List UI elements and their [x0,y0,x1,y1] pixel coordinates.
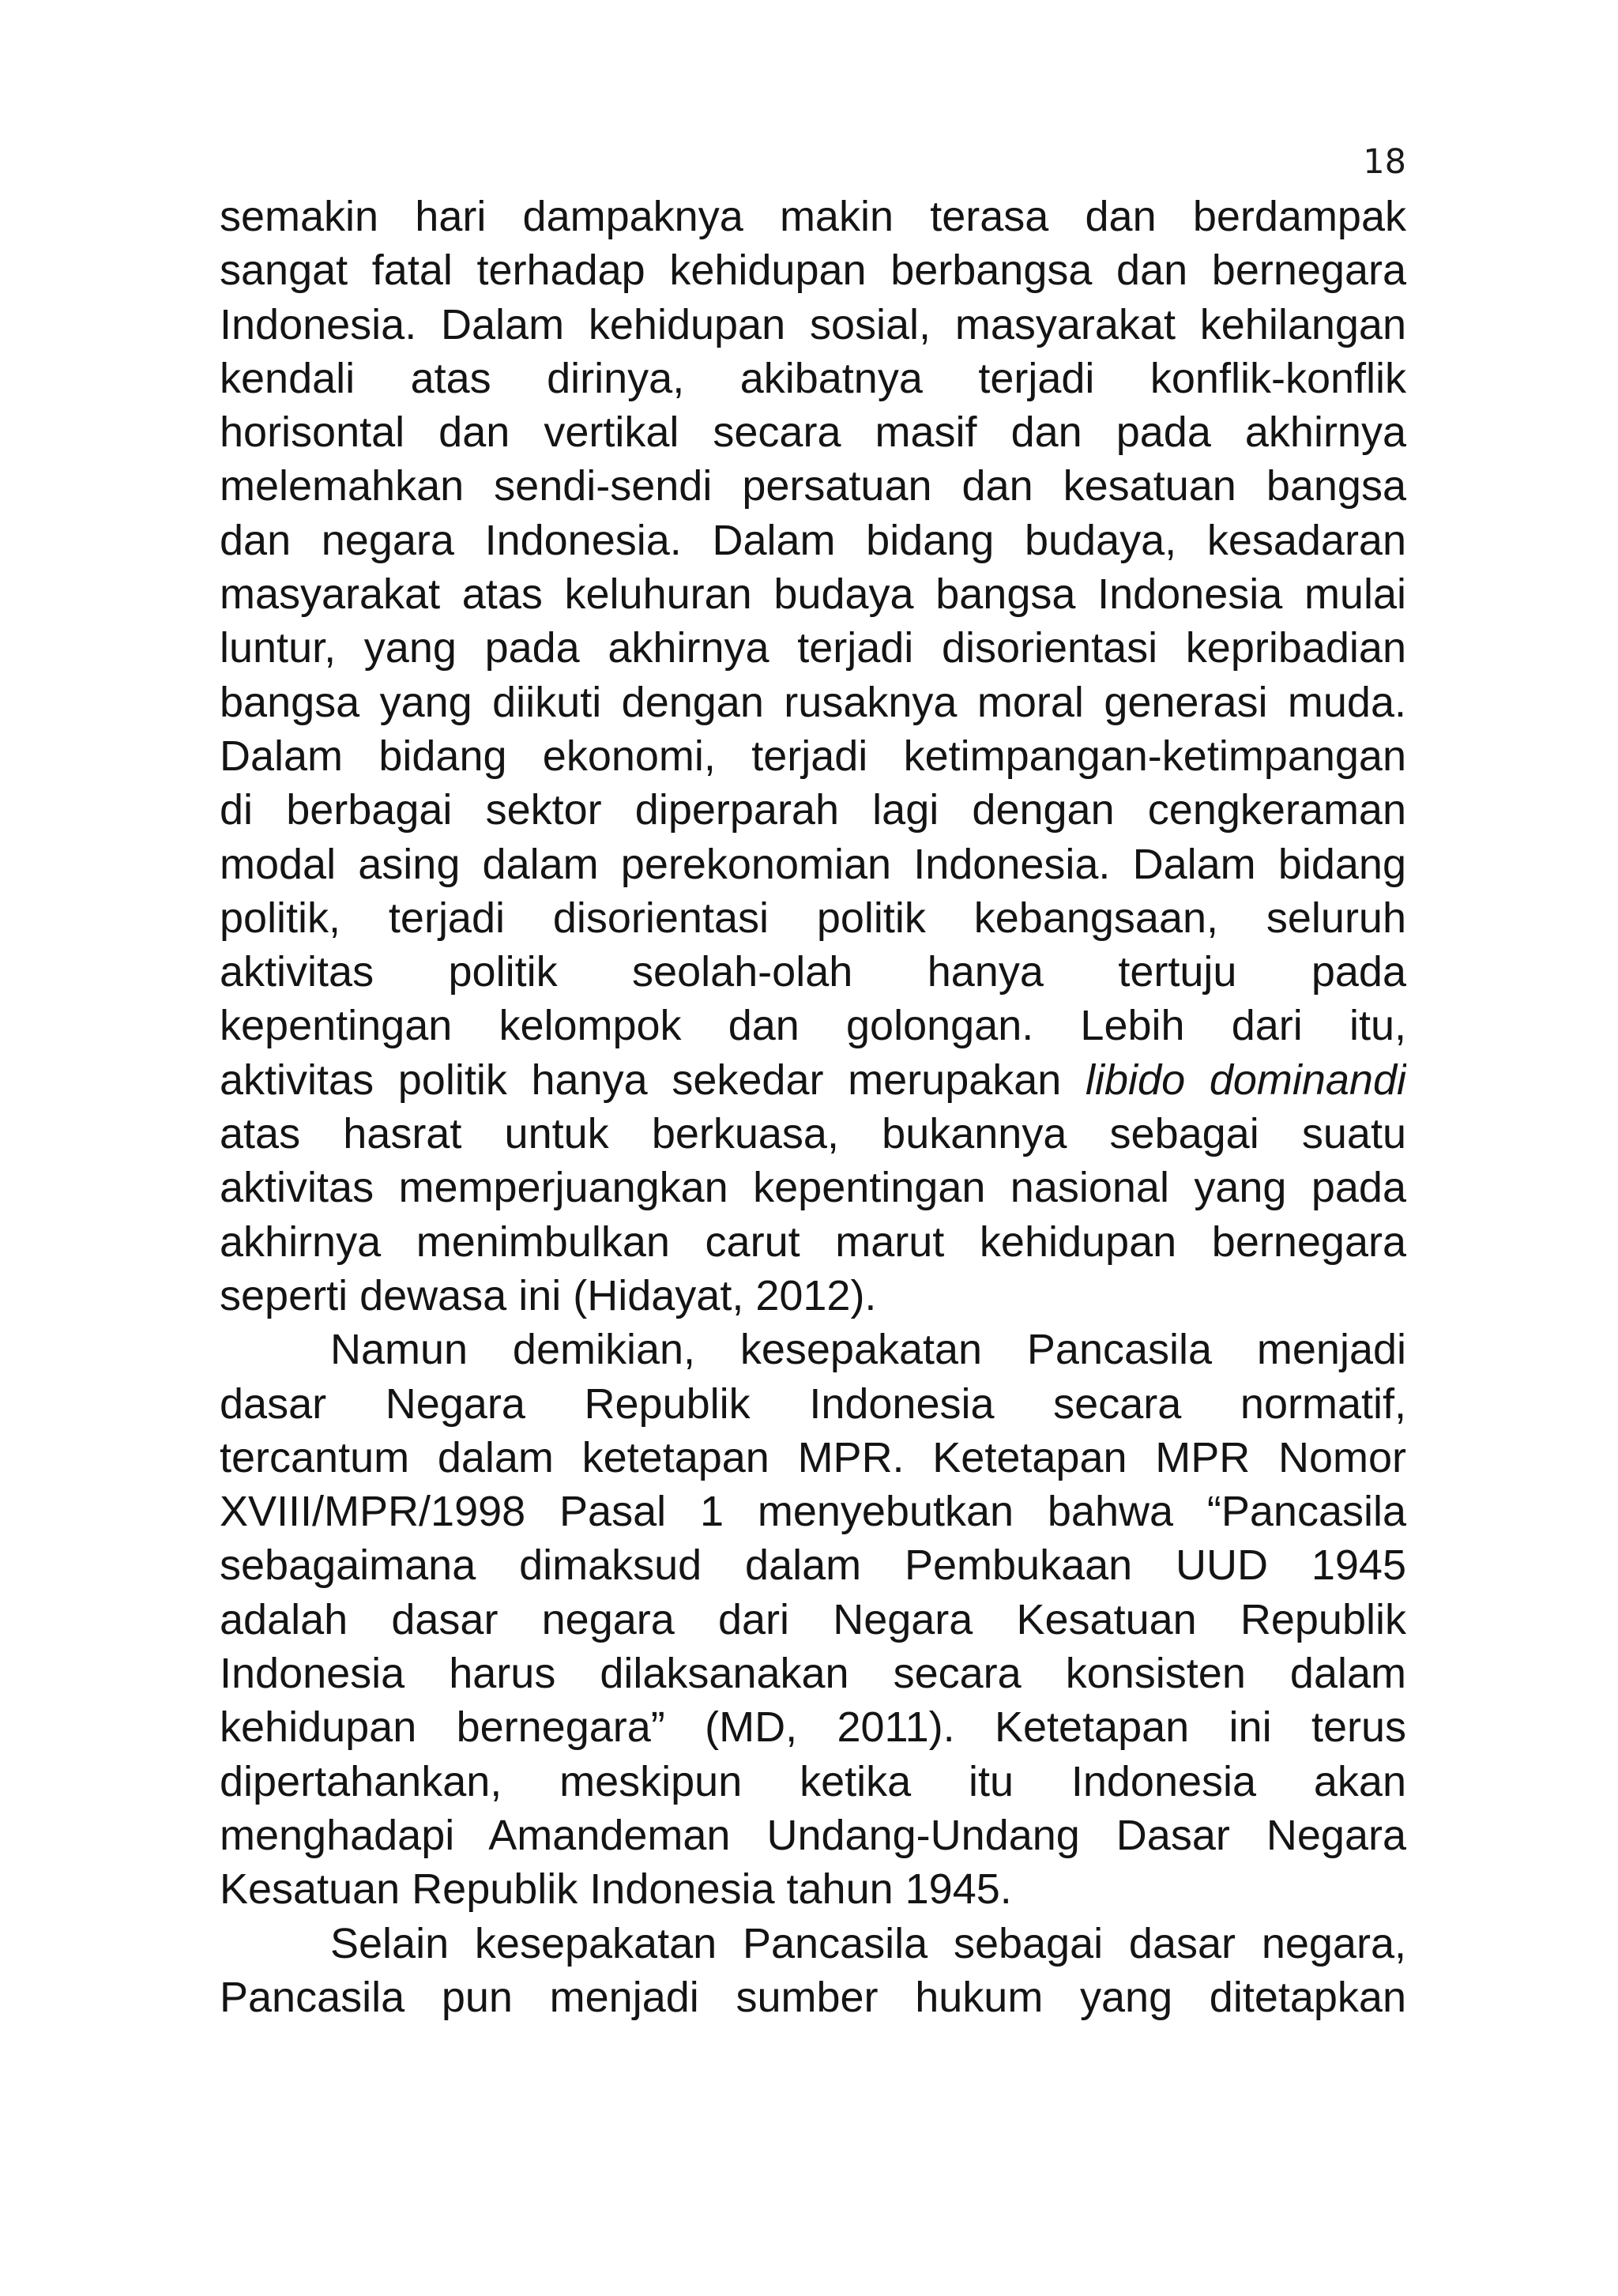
text-line [220,243,1406,297]
text-run: semakin hari dampaknya makin terasa dan berdampak [220,193,1406,240]
text-line [220,676,1406,729]
text-line [220,1809,1406,1862]
text-line [220,1107,1406,1161]
text-line [220,405,1406,459]
text-run: akhirnya menimbulkan carut marut kehidupan bernegara [220,1218,1406,1266]
text-line [220,1485,1406,1538]
text-run: kendali atas dirinya, akibatnya terjadi konflik-konflik [220,354,1406,402]
text-line [220,1431,1406,1485]
text-run: aktivitas politik seolah-olah hanya tertuju pada [220,948,1406,996]
text-run: Pancasila pun menjadi sumber hukum yang ditetapkan [220,1973,1406,2021]
text-line [220,837,1406,891]
text-run: dan negara Indonesia. Dalam bidang budaya, kesadaran [220,516,1406,564]
text-line [220,1917,1406,1970]
text-run: aktivitas politik hanya sekedar merupakan [220,1056,1086,1104]
text-run: dasar Negara Republik Indonesia secara normatif, [220,1379,1406,1428]
paragraph [220,1323,1406,1916]
text-line [220,1161,1406,1214]
text-run: masyarakat atas keluhuran budaya bangsa Indonesia mulai [220,570,1406,619]
text-line [220,1323,1406,1376]
text-run: sebagaimana dimaksud dalam Pembukaan UUD 1945 [220,1541,1406,1590]
text-line [220,1538,1406,1592]
text-line [220,459,1406,513]
text-run: Indonesia harus dilaksanakan secara konsisten dalam [220,1650,1406,1698]
text-line [220,1755,1406,1809]
text-line [220,729,1406,783]
text-line [220,945,1406,999]
text-run: di berbagai sektor diperparah lagi dengan cengkeraman [220,786,1406,834]
text-line [220,567,1406,621]
text-run: Selain kesepakatan Pancasila sebagai dasar negara, [330,1919,1406,1967]
text-run: horisontal dan vertikal secara masif dan pada akhirnya [220,408,1406,457]
text-line [220,1647,1406,1700]
text-run: sangat fatal terhadap kehidupan berbangsa dan bernegara [220,247,1406,295]
text-line [220,1215,1406,1269]
text-run: bangsa yang diikuti dengan rusaknya moral generasi muda. [220,678,1406,726]
text-line [220,1700,1406,1754]
text-line [220,891,1406,945]
text-run: adalah dasar negara dari Negara Kesatuan Republik [220,1595,1406,1643]
text-run: luntur, yang pada akhirnya terjadi disorientasi kepribadian [220,624,1406,672]
text-run: kepentingan kelompok dan golongan. Lebih dari itu, [220,1002,1406,1050]
text-line [220,352,1406,405]
text-line [220,1862,1406,1916]
text-run: seperti dewasa ini (Hidayat, 2012). [220,1271,877,1319]
paragraph [220,190,1406,1323]
text-run: modal asing dalam perekonomian Indonesia. Dalam bidang [220,840,1406,888]
text-line [220,783,1406,837]
text-run: melemahkan sendi-sendi persatuan dan kesatuan bangsa [220,462,1406,510]
text-run: XVIII/MPR/1998 Pasal 1 menyebutkan bahwa “Pancasila [220,1488,1406,1536]
text-run: menghadapi Amandeman Undang-Undang Dasar Negara [220,1811,1406,1859]
text-run: dipertahankan, meskipun ketika itu Indonesia akan [220,1757,1406,1805]
text-line [220,1377,1406,1431]
text-run: aktivitas memperjuangkan kepentingan nasional yang pada [220,1164,1406,1212]
text-line [220,1593,1406,1647]
text-run: atas hasrat untuk berkuasa, bukannya sebagai suatu [220,1110,1406,1158]
paragraph [220,1917,1406,2025]
text-line [220,1269,1406,1323]
text-run: kehidupan bernegara” (MD, 2011). Ketetapan ini terus [220,1703,1406,1752]
text-run: Indonesia. Dalam kehidupan sosial, masyarakat kehilangan [220,300,1406,348]
text-line [220,621,1406,675]
italic-phrase: libido dominandi [1086,1056,1406,1104]
text-line [220,999,1406,1052]
text-line [220,298,1406,352]
text-line [220,1970,1406,2024]
text-line [220,190,1406,243]
body-text [220,190,1406,2024]
text-run: Kesatuan Republik Indonesia tahun 1945. [220,1865,1012,1914]
text-run: politik, terjadi disorientasi politik kebangsaan, seluruh [220,894,1406,942]
text-line [220,514,1406,567]
text-run: Dalam bidang ekonomi, terjadi ketimpangan-ketimpangan [220,732,1406,780]
page-number: 18 [1363,142,1406,182]
text-run: Namun demikian, kesepakatan Pancasila menjadi [330,1326,1406,1374]
text-line [220,1053,1406,1107]
text-run: tercantum dalam ketetapan MPR. Ketetapan MPR Nomor [220,1433,1406,1481]
